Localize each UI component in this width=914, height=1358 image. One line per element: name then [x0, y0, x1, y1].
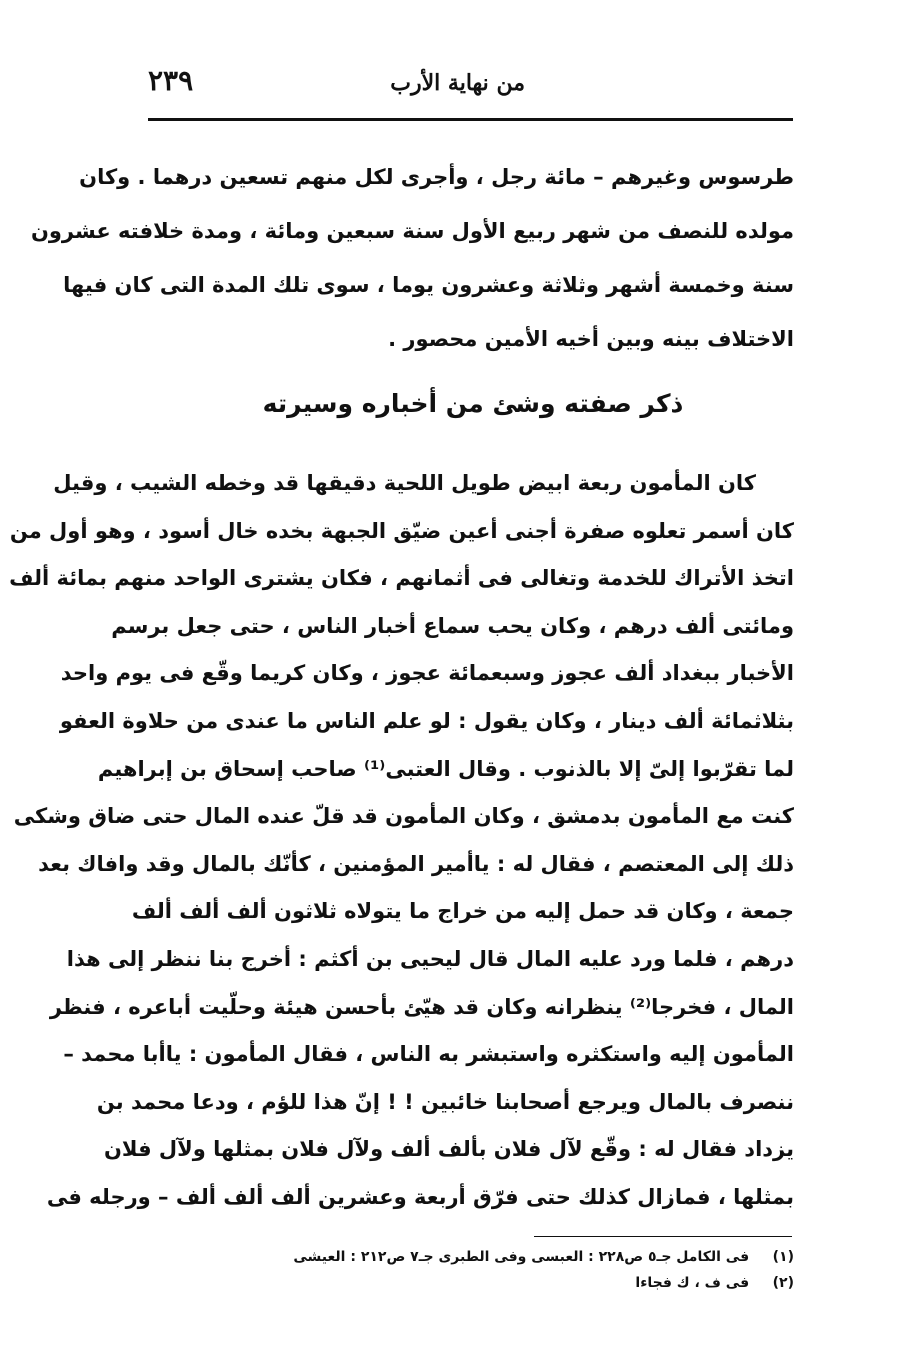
footnote-rule — [534, 1236, 792, 1237]
text-line: مولده للنصف من شهر ربيع الأول سنة سبعين ومائة ، ومدة خلافته عشرون — [30, 219, 794, 243]
text-line: سنة وخمسة أشهر وثلاثة وعشرون يوما ، سوى تلك المدة التى كان فيها — [63, 273, 794, 297]
header-rule — [148, 118, 793, 121]
text-line: الاختلاف بينه وبين أخيه الأمين محصور . — [388, 327, 794, 351]
footnote — [152, 1244, 794, 1270]
footnote-number: (٢) — [772, 1275, 794, 1291]
text-line: ومائتى ألف درهم ، وكان يحب سماع أخبار الناس ، حتى جعل برسم — [111, 613, 794, 638]
text-line: ننصرف بالمال ويرجع أصحابنا خائبين ! ! إنّ هذا للؤم ، ودعا محمد بن — [96, 1089, 794, 1114]
running-header — [148, 64, 793, 108]
footnote — [152, 1270, 794, 1296]
text-line: المال ، فخرجا⁽²⁾ ينظرانه وكان قد هيّئ بأحسن هيئة وحلّيت أباعره ، فنظر — [49, 994, 794, 1019]
text-line: جمعة ، وكان قد حمل إليه من خراج ما يتولاه ثلاثون ألف ألف ألف — [131, 899, 794, 924]
text-line: بمثلها ، فمازال كذلك حتى فرّق أربعة وعشرين ألف ألف ألف – ورجله فى — [46, 1184, 794, 1209]
footnotes — [152, 1244, 794, 1296]
running-title: من نهاية الأرب — [390, 70, 525, 96]
text-line: كان المأمون ربعة ابيض طويل اللحية دقيقها قد وخطه الشيب ، وقيل — [53, 471, 756, 495]
text-line: يزداد فقال له : وقّع لآل فلان بألف ألف ولآل فلان بمثلها ولآل فلان — [103, 1137, 794, 1162]
text-line: كان أسمر تعلوه صفرة أجنى أعين ضيّق الجبهة بخده خال أسود ، وهو أول من — [9, 518, 794, 543]
text-line: لما تقرّبوا إلىّ إلا بالذنوب . وقال العتبى⁽¹⁾ صاحب إسحاق بن إبراهيم — [97, 756, 794, 781]
text-line: اتخذ الأتراك للخدمة وتغالى فى أثمانهم ، فكان يشترى الواحد منهم بمائة ألف — [9, 566, 794, 591]
page-number: ٢٣٩ — [148, 64, 194, 97]
text-line: الأخبار ببغداد ألف عجوز وسبعمائة عجوز ، وكان كريما وقّع فى يوم واحد — [60, 661, 794, 686]
text-line: درهم ، فلما ورد عليه المال قال ليحيى بن أكثم : أخرج بنا ننظر إلى هذا — [66, 946, 794, 971]
footnote-number: (١) — [772, 1249, 794, 1265]
footnote-text: فى الكامل جـ٥ ص٢٢٨ : العبسى وفى الطبرى جـ٧ ص٢١٢ : العيشى — [293, 1249, 750, 1265]
text-line: ذلك إلى المعتصم ، فقال له : ياأمير المؤمنين ، كأنّك بالمال وقد وافاك بعد — [38, 851, 794, 876]
main-text — [9, 460, 794, 1222]
footnote-text: فى ف ، ك فجاءا — [635, 1275, 750, 1291]
paragraph-top — [30, 150, 794, 366]
text-line: المأمون إليه واستكثره واستبشر به الناس ، فقال المأمون : ياأبا محمد – — [63, 1042, 794, 1067]
text-line: طرسوس وغيرهم – مائة رجل ، وأجرى لكل منهم تسعين درهما . وكان — [79, 165, 794, 189]
text-line: كنت مع المأمون بدمشق ، وكان المأمون قد قلّ عنده المال حتى ضاق وشكى — [13, 804, 794, 829]
section-heading: ذكر صفته وشئ من أخباره وسيرته — [262, 389, 684, 418]
text-line: بثلاثمائة ألف دينار ، وكان يقول : لو علم الناس ما عندى من حلاوة العفو — [59, 708, 794, 733]
